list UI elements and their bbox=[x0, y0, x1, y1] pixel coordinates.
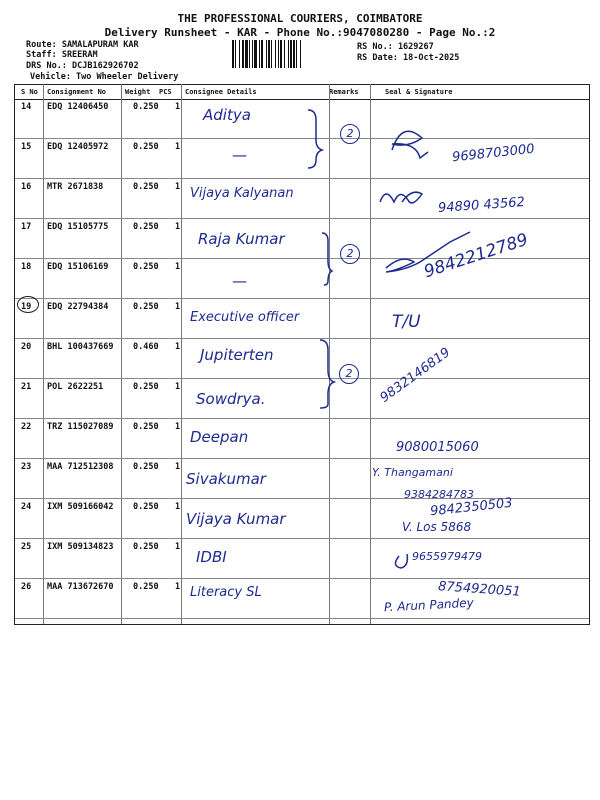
row-consignment-no: POL 2622251 bbox=[47, 382, 104, 392]
row-consignment-no: MAA 712512308 bbox=[47, 462, 114, 472]
consignee-handwriting: Sivakumar bbox=[186, 470, 266, 488]
vehicle-text: Vehicle: Two Wheeler Delivery bbox=[30, 72, 179, 82]
row-sno: 16 bbox=[21, 182, 32, 192]
row-weight: 0.250 bbox=[133, 142, 159, 152]
staff-text: Staff: SREERAM bbox=[26, 50, 98, 60]
row-sno: 22 bbox=[21, 422, 32, 432]
consignee-handwriting: IDBI bbox=[196, 548, 227, 566]
phone-handwriting: 9384284783 bbox=[404, 488, 474, 501]
header-seal: Seal & Signature bbox=[385, 88, 453, 96]
row-pcs: 1 bbox=[175, 382, 181, 392]
consignee-handwriting: Vijaya Kalyanan bbox=[190, 186, 294, 201]
row-weight: 0.250 bbox=[133, 222, 159, 232]
row-weight: 0.250 bbox=[133, 262, 159, 272]
row-sno: 20 bbox=[21, 342, 32, 352]
row-pcs: 1 bbox=[175, 582, 181, 592]
header-remarks: Remarks bbox=[329, 88, 359, 96]
row-consignment-no: EDQ 15106169 bbox=[47, 262, 109, 272]
row-pcs: 1 bbox=[175, 182, 181, 192]
consignee-handwriting: Jupiterten bbox=[200, 346, 274, 364]
row-weight: 0.250 bbox=[133, 502, 159, 512]
row-pcs: 1 bbox=[175, 142, 181, 152]
row-pcs: 1 bbox=[175, 542, 181, 552]
signature-stroke bbox=[380, 192, 422, 203]
remarks-circled-count: 2 bbox=[340, 124, 360, 144]
row-sno: 23 bbox=[21, 462, 32, 472]
row-consignment-no: EDQ 15105775 bbox=[47, 222, 109, 232]
row-pcs: 1 bbox=[175, 422, 181, 432]
row-sno: 17 bbox=[21, 222, 32, 232]
header-consignee: Consignee Details bbox=[185, 88, 257, 96]
consignee-handwriting: Raja Kumar bbox=[198, 230, 285, 248]
row-consignment-no: EDQ 22794384 bbox=[47, 302, 109, 312]
phone-handwriting: 9655979479 bbox=[412, 550, 482, 563]
header-consignment: Consignment No bbox=[47, 88, 107, 96]
signature-note: V. Los 5868 bbox=[402, 520, 472, 534]
consignee-handwriting: Deepan bbox=[190, 428, 249, 446]
phone-handwriting: 9698703000 bbox=[451, 141, 536, 166]
row-weight: 0.250 bbox=[133, 422, 159, 432]
row-pcs: 1 bbox=[175, 302, 181, 312]
row-consignment-no: MAA 713672670 bbox=[47, 582, 114, 592]
row-weight: 0.250 bbox=[133, 582, 159, 592]
route-text: Route: SAMALAPURAM KAR bbox=[26, 40, 139, 50]
row-sno: 21 bbox=[21, 382, 32, 392]
page-subtitle: Delivery Runsheet - KAR - Phone No.:9047080280 - Page No.:2 bbox=[104, 26, 496, 39]
consignee-handwriting: Vijaya Kumar bbox=[186, 510, 286, 528]
phone-handwriting: 9842350503 bbox=[429, 495, 514, 520]
row-pcs: 1 bbox=[175, 262, 181, 272]
row-weight: 0.460 bbox=[133, 342, 159, 352]
row-pcs: 1 bbox=[175, 342, 181, 352]
consignee-handwriting: Sowdrya. bbox=[196, 390, 266, 408]
header-weight: Weight bbox=[125, 88, 151, 96]
signature-stroke bbox=[392, 131, 428, 158]
brace-stroke bbox=[322, 233, 332, 285]
row-consignment-no: EDQ 12406450 bbox=[47, 102, 109, 112]
remarks-circled-count: 2 bbox=[339, 364, 359, 384]
row-sno: 15 bbox=[21, 142, 32, 152]
row-sno: 26 bbox=[21, 582, 32, 592]
phone-handwriting: 94890 43562 bbox=[437, 194, 526, 217]
row-weight: 0.250 bbox=[133, 382, 159, 392]
rs-number: RS No.: 1629267 bbox=[357, 42, 434, 52]
row-pcs: 1 bbox=[175, 222, 181, 232]
signature-note: P. Arun Pandey bbox=[383, 595, 474, 615]
phone-handwriting: 9080015060 bbox=[396, 440, 479, 455]
row-sno: 24 bbox=[21, 502, 32, 512]
consignee-handwriting: — bbox=[232, 146, 247, 164]
page-title: THE PROFESSIONAL COURIERS, COIMBATORE bbox=[177, 12, 423, 25]
row-consignment-no: EDQ 12405972 bbox=[47, 142, 109, 152]
row-pcs: 1 bbox=[175, 502, 181, 512]
row-weight: 0.250 bbox=[133, 102, 159, 112]
signature-note: T/U bbox=[392, 312, 421, 332]
brace-stroke bbox=[308, 110, 322, 168]
consignee-handwriting: Literacy SL bbox=[190, 585, 262, 600]
row-consignment-no: IXM 509134823 bbox=[47, 542, 114, 552]
phone-handwriting: 8754920051 bbox=[437, 579, 522, 600]
rs-date: RS Date: 18-Oct-2025 bbox=[357, 53, 460, 63]
consignee-handwriting: Aditya bbox=[203, 106, 251, 124]
row-weight: 0.250 bbox=[133, 542, 159, 552]
consignee-handwriting: Executive officer bbox=[190, 310, 300, 325]
row-consignment-no: MTR 2671838 bbox=[47, 182, 104, 192]
row-sno: 14 bbox=[21, 102, 32, 112]
row-consignment-no: TRZ 115027089 bbox=[47, 422, 114, 432]
row-sno: 18 bbox=[21, 262, 32, 272]
phone-handwriting: 9842212789 bbox=[421, 229, 531, 283]
row-sno: 25 bbox=[21, 542, 32, 552]
drs-number: DRS No.: DCJB162926702 bbox=[26, 61, 139, 71]
row-consignment-no: BHL 100437669 bbox=[47, 342, 114, 352]
row-weight: 0.250 bbox=[133, 302, 159, 312]
row-consignment-no: IXM 509166042 bbox=[47, 502, 114, 512]
row-weight: 0.250 bbox=[133, 182, 159, 192]
phone-handwriting: 9832146819 bbox=[377, 345, 454, 406]
row-pcs: 1 bbox=[175, 102, 181, 112]
consignee-handwriting: — bbox=[232, 272, 247, 290]
row-pcs: 1 bbox=[175, 462, 181, 472]
brace-stroke bbox=[320, 340, 334, 408]
signature-note: Y. Thangamani bbox=[372, 466, 453, 479]
header-pcs: PCS bbox=[159, 88, 172, 96]
remarks-circled-count: 2 bbox=[340, 244, 360, 264]
row-sno: 19 bbox=[21, 302, 32, 312]
signature-stroke bbox=[395, 554, 407, 568]
row-weight: 0.250 bbox=[133, 462, 159, 472]
header-sno: S No bbox=[21, 88, 38, 96]
